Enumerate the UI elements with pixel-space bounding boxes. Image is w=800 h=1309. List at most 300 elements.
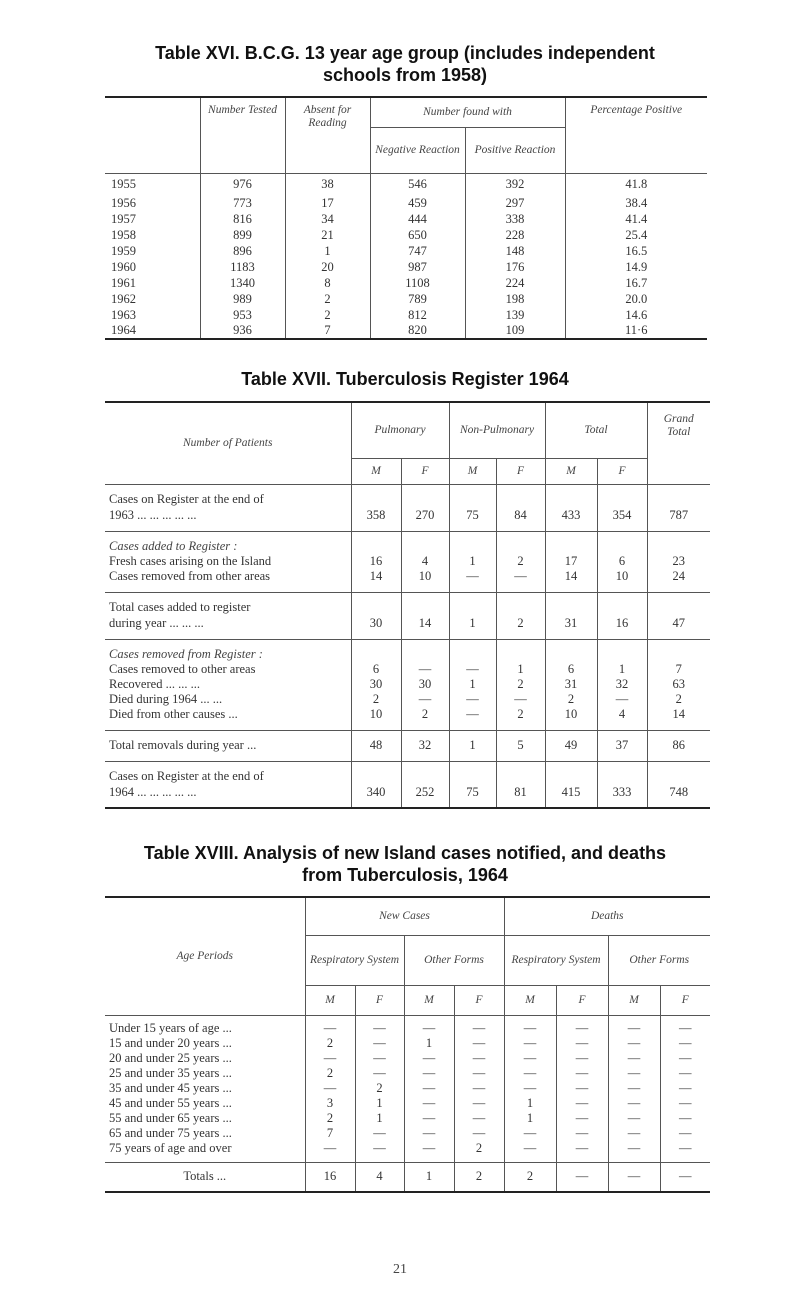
header-new-respiratory: Respiratory System — [305, 935, 404, 985]
cell-nm: 75 — [449, 784, 496, 800]
cell-value: — — [404, 1051, 454, 1066]
table-row — [105, 569, 710, 584]
cell-tm: 2 — [545, 692, 597, 707]
cell-value: — — [404, 1066, 454, 1081]
cell-tm: 415 — [545, 784, 597, 800]
spacer — [449, 600, 496, 615]
cell-value: — — [404, 1096, 454, 1111]
cell-pm: 48 — [351, 738, 401, 753]
spacer — [401, 761, 449, 769]
cell-value: — — [504, 1051, 556, 1066]
cell-positive: 228 — [465, 227, 565, 243]
header-non-pulmonary: Non-Pulmonary — [449, 402, 545, 458]
table18-title-line2: from Tuberculosis, 1964 — [302, 865, 508, 885]
cell-absent: 2 — [285, 291, 370, 307]
cell-value: — — [404, 1021, 454, 1036]
table-row — [105, 677, 710, 692]
cell-tm: 49 — [545, 738, 597, 753]
spacer — [647, 730, 710, 738]
spacer — [545, 730, 597, 738]
cell-tf: 354 — [597, 507, 647, 523]
spacer — [351, 730, 401, 738]
cell-value: — — [355, 1036, 404, 1051]
cell-tf: 1 — [597, 662, 647, 677]
cell-value: — — [608, 1036, 660, 1051]
cell-value: — — [679, 1036, 692, 1050]
cell-pm: 30 — [351, 677, 401, 692]
spacer — [647, 647, 710, 662]
row-label-cont: 1964 ... ... ... ... ... — [105, 784, 351, 800]
cell-value: 2 — [305, 1066, 355, 1081]
table16 — [105, 96, 707, 340]
header-found: Number found with — [370, 97, 565, 127]
cell-nf: 2 — [496, 677, 545, 692]
table-row — [105, 615, 710, 631]
cell-value: 1 — [404, 1036, 454, 1051]
spacer — [545, 523, 597, 531]
table16-title-line1: Table XVI. B.C.G. 13 year age group (includes independent — [155, 43, 655, 63]
spacer — [351, 639, 401, 647]
row-label: Died during 1964 ... ... — [105, 692, 351, 707]
cell-value: — — [679, 1141, 692, 1155]
spacer — [597, 769, 647, 784]
cell-value: — — [556, 1126, 608, 1141]
row-label: 75 years of age and over — [105, 1141, 305, 1156]
cell-pct: 38.4 — [625, 195, 648, 210]
spacer — [401, 592, 449, 600]
section-heading: Cases added to Register : — [105, 539, 351, 554]
cell-negative: 546 — [370, 173, 465, 195]
totals-value: 1 — [404, 1162, 454, 1192]
cell-tested: 816 — [200, 211, 285, 227]
cell-pct: 14.9 — [625, 259, 648, 274]
cell-positive: 224 — [465, 275, 565, 291]
cell-value: — — [679, 1111, 692, 1125]
cell-tf: 10 — [597, 569, 647, 584]
totals-value: — — [608, 1162, 660, 1192]
spacer — [351, 800, 401, 808]
table-row — [105, 173, 707, 195]
table-row — [105, 1066, 710, 1081]
header-total-f: F — [597, 458, 647, 484]
spacer — [545, 539, 597, 554]
cell-negative: 459 — [370, 195, 465, 211]
cell-tm: 17 — [545, 554, 597, 569]
spacer — [351, 769, 401, 784]
row-label: Fresh cases arising on the Island — [105, 554, 351, 569]
cell-pf: 32 — [401, 738, 449, 753]
cell-positive: 148 — [465, 243, 565, 259]
spacer — [401, 531, 449, 539]
cell-value: — — [556, 1036, 608, 1051]
spacer — [496, 531, 545, 539]
cell-gt: 47 — [672, 615, 685, 630]
cell-value: — — [404, 1126, 454, 1141]
cell-negative: 987 — [370, 259, 465, 275]
header-f: F — [454, 985, 504, 1015]
header-f: F — [681, 993, 689, 1006]
cell-value: — — [305, 1021, 355, 1036]
spacer — [545, 761, 597, 769]
cell-tested: 976 — [200, 173, 285, 195]
spacer — [496, 761, 545, 769]
row-label: Cases on Register at the end of — [105, 769, 351, 784]
cell-gt: 748 — [669, 784, 689, 799]
cell-pm: 358 — [351, 507, 401, 523]
cell-gt: 14 — [672, 707, 685, 721]
row-label: 15 and under 20 years ... — [105, 1036, 305, 1051]
spacer — [597, 492, 647, 507]
spacer — [597, 600, 647, 615]
cell-year: 1962 — [105, 291, 200, 307]
cell-tf: 32 — [597, 677, 647, 692]
table18-title-line1: Table XVIII. Analysis of new Island cases notified, and deaths — [143, 843, 667, 863]
table-row — [105, 692, 710, 707]
cell-tf: — — [597, 692, 647, 707]
spacer — [647, 600, 710, 615]
table18-title — [60, 842, 750, 886]
row-label: Died from other causes ... — [105, 707, 351, 722]
spacer — [449, 484, 496, 492]
cell-nf: — — [496, 692, 545, 707]
spacer — [545, 753, 597, 761]
spacer — [647, 722, 710, 730]
spacer — [647, 800, 710, 808]
cell-value: — — [608, 1126, 660, 1141]
spacer — [401, 730, 449, 738]
cell-pf: 252 — [401, 784, 449, 800]
cell-tm: 14 — [545, 569, 597, 584]
spacer — [496, 492, 545, 507]
section-spacer — [105, 800, 351, 808]
cell-tf: 6 — [597, 554, 647, 569]
cell-pct: 25.4 — [625, 227, 648, 242]
table17 — [105, 401, 710, 809]
table-row — [105, 1081, 710, 1096]
spacer — [545, 600, 597, 615]
cell-value: — — [355, 1051, 404, 1066]
cell-nf: 5 — [496, 738, 545, 753]
cell-nf: 2 — [496, 554, 545, 569]
spacer — [449, 722, 496, 730]
spacer — [449, 592, 496, 600]
header-m: M — [305, 985, 355, 1015]
section-spacer — [105, 753, 351, 761]
row-label: 65 and under 75 years ... — [105, 1126, 305, 1141]
spacer — [449, 539, 496, 554]
spacer — [647, 631, 710, 639]
header-negative: Negative Reaction — [370, 127, 465, 173]
cell-value: — — [556, 1021, 608, 1036]
cell-value: 2 — [305, 1111, 355, 1126]
cell-nf: 2 — [496, 615, 545, 631]
spacer — [401, 539, 449, 554]
spacer — [401, 600, 449, 615]
cell-value: — — [608, 1111, 660, 1126]
spacer — [401, 800, 449, 808]
cell-value: — — [504, 1036, 556, 1051]
spacer — [401, 584, 449, 592]
cell-year: 1958 — [105, 227, 200, 243]
table17-title: Table XVII. Tuberculosis Register 1964 — [241, 369, 569, 389]
cell-tested: 936 — [200, 323, 285, 339]
spacer — [496, 647, 545, 662]
row-label: 25 and under 35 years ... — [105, 1066, 305, 1081]
table-row — [105, 195, 707, 211]
cell-year: 1963 — [105, 307, 200, 323]
cell-value: — — [404, 1141, 454, 1156]
table-row — [105, 554, 710, 569]
header-pulmonary-m: M — [351, 458, 401, 484]
spacer — [597, 639, 647, 647]
spacer — [597, 753, 647, 761]
cell-value: — — [504, 1066, 556, 1081]
spacer — [545, 769, 597, 784]
cell-absent: 34 — [285, 211, 370, 227]
cell-value: — — [454, 1081, 504, 1096]
spacer — [449, 639, 496, 647]
cell-tf: 4 — [597, 707, 647, 722]
cell-value: 1 — [355, 1096, 404, 1111]
table-row — [105, 1036, 710, 1051]
cell-nm: — — [449, 692, 496, 707]
header-percentage: Percentage Positive — [590, 104, 683, 116]
cell-absent: 21 — [285, 227, 370, 243]
spacer — [597, 523, 647, 531]
cell-pct: 20.0 — [625, 291, 648, 306]
row-label: Cases on Register at the end of — [105, 492, 351, 507]
spacer — [545, 722, 597, 730]
spacer — [496, 722, 545, 730]
spacer — [496, 631, 545, 639]
cell-tested: 773 — [200, 195, 285, 211]
cell-pf: 14 — [401, 615, 449, 631]
spacer — [351, 600, 401, 615]
spacer — [597, 761, 647, 769]
spacer — [597, 584, 647, 592]
totals-value: 2 — [454, 1162, 504, 1192]
cell-value: — — [454, 1021, 504, 1036]
cell-value: 7 — [305, 1126, 355, 1141]
cell-value: — — [355, 1126, 404, 1141]
header-absent: Absent for Reading — [285, 97, 370, 173]
cell-absent: 20 — [285, 259, 370, 275]
spacer — [647, 539, 710, 554]
cell-year: 1957 — [105, 211, 200, 227]
table-row — [105, 275, 707, 291]
totals-value: — — [679, 1169, 692, 1184]
cell-absent: 8 — [285, 275, 370, 291]
spacer — [449, 523, 496, 531]
cell-nm: 1 — [449, 677, 496, 692]
cell-value: — — [454, 1096, 504, 1111]
section-spacer — [105, 592, 351, 600]
cell-value: 1 — [504, 1096, 556, 1111]
table16-title — [60, 42, 750, 86]
table-row — [105, 211, 707, 227]
cell-nf: 84 — [496, 507, 545, 523]
cell-gt: 63 — [672, 677, 685, 691]
cell-gt: 7 — [675, 662, 682, 676]
cell-value: — — [608, 1051, 660, 1066]
cell-absent: 38 — [285, 173, 370, 195]
table-row — [105, 323, 707, 339]
spacer — [401, 639, 449, 647]
cell-negative: 820 — [370, 323, 465, 339]
header-m: M — [504, 985, 556, 1015]
spacer — [351, 523, 401, 531]
cell-nf: 81 — [496, 784, 545, 800]
spacer — [449, 800, 496, 808]
row-label: Total removals during year ... — [105, 738, 351, 753]
spacer — [351, 592, 401, 600]
cell-pct: 11·6 — [625, 323, 648, 337]
spacer — [449, 631, 496, 639]
spacer — [401, 722, 449, 730]
spacer — [351, 539, 401, 554]
row-label: Under 15 years of age ... — [105, 1021, 305, 1036]
cell-pf: — — [401, 662, 449, 677]
cell-tf: 333 — [597, 784, 647, 800]
cell-pf: 10 — [401, 569, 449, 584]
cell-nm: — — [449, 662, 496, 677]
cell-value: 2 — [305, 1036, 355, 1051]
section-heading: Cases removed from Register : — [105, 647, 351, 662]
cell-nm: 75 — [449, 507, 496, 523]
section-spacer — [105, 484, 351, 492]
spacer — [545, 492, 597, 507]
header-f: F — [556, 985, 608, 1015]
cell-value: — — [556, 1096, 608, 1111]
row-label: 35 and under 45 years ... — [105, 1081, 305, 1096]
table-row — [105, 507, 710, 523]
cell-pf: 30 — [401, 677, 449, 692]
cell-positive: 392 — [465, 173, 565, 195]
cell-pm: 10 — [351, 707, 401, 722]
cell-negative: 812 — [370, 307, 465, 323]
section-spacer — [105, 584, 351, 592]
cell-value: — — [504, 1141, 556, 1156]
section-spacer — [105, 631, 351, 639]
cell-value: — — [556, 1051, 608, 1066]
cell-tm: 6 — [545, 662, 597, 677]
cell-year: 1960 — [105, 259, 200, 275]
spacer — [545, 639, 597, 647]
cell-tf: 16 — [597, 615, 647, 631]
header-m: M — [404, 985, 454, 1015]
cell-pf: — — [401, 692, 449, 707]
totals-value: 16 — [305, 1162, 355, 1192]
cell-tm: 31 — [545, 677, 597, 692]
row-label: Recovered ... ... ... — [105, 677, 351, 692]
cell-value: — — [608, 1021, 660, 1036]
table18 — [105, 896, 710, 1193]
spacer — [647, 523, 710, 531]
cell-positive: 297 — [465, 195, 565, 211]
cell-value: — — [556, 1141, 608, 1156]
spacer — [401, 769, 449, 784]
spacer — [351, 531, 401, 539]
cell-value: 2 — [355, 1081, 404, 1096]
cell-nm: — — [449, 707, 496, 722]
table-row — [105, 662, 710, 677]
totals-row — [105, 1162, 710, 1192]
cell-value: — — [608, 1081, 660, 1096]
cell-pm: 14 — [351, 569, 401, 584]
table-row — [105, 227, 707, 243]
cell-value: 1 — [504, 1111, 556, 1126]
page-number: 21 — [393, 1262, 407, 1277]
cell-value: — — [305, 1051, 355, 1066]
spacer — [449, 730, 496, 738]
spacer — [351, 753, 401, 761]
spacer — [597, 722, 647, 730]
header-nonpulm-f: F — [496, 458, 545, 484]
header-total: Total — [545, 402, 647, 458]
spacer — [647, 531, 710, 539]
cell-pm: 6 — [351, 662, 401, 677]
spacer — [647, 769, 710, 784]
table-row — [105, 1126, 710, 1141]
table-row — [105, 243, 707, 259]
cell-positive: 139 — [465, 307, 565, 323]
cell-nf: — — [496, 569, 545, 584]
table-row — [105, 1051, 710, 1066]
spacer — [597, 592, 647, 600]
cell-value: — — [504, 1081, 556, 1096]
cell-value: — — [608, 1066, 660, 1081]
cell-value: 2 — [454, 1141, 504, 1156]
cell-nm: 1 — [449, 554, 496, 569]
cell-negative: 1108 — [370, 275, 465, 291]
cell-value: — — [608, 1141, 660, 1156]
cell-value: — — [454, 1036, 504, 1051]
cell-gt: 2 — [675, 692, 682, 706]
cell-tm: 31 — [545, 615, 597, 631]
cell-pct: 14.6 — [625, 307, 648, 322]
cell-positive: 198 — [465, 291, 565, 307]
cell-tested: 1183 — [200, 259, 285, 275]
header-age: Age Periods — [105, 897, 305, 1015]
spacer — [496, 523, 545, 531]
table-row — [105, 1096, 710, 1111]
cell-pct: 16.5 — [625, 243, 648, 258]
spacer — [496, 484, 545, 492]
cell-pct: 16.7 — [625, 275, 648, 290]
spacer — [597, 631, 647, 639]
cell-gt: 86 — [672, 738, 685, 752]
spacer — [647, 592, 710, 600]
cell-value: — — [404, 1081, 454, 1096]
spacer — [647, 753, 710, 761]
cell-value: — — [404, 1111, 454, 1126]
spacer — [449, 753, 496, 761]
spacer — [647, 761, 710, 769]
table-row — [105, 307, 707, 323]
spacer — [449, 492, 496, 507]
cell-value: — — [679, 1126, 692, 1140]
header-nonpulm-m: M — [449, 458, 496, 484]
cell-value: — — [355, 1141, 404, 1156]
spacer — [597, 484, 647, 492]
cell-value: — — [355, 1021, 404, 1036]
cell-value: — — [305, 1141, 355, 1156]
cell-value: — — [556, 1066, 608, 1081]
spacer — [647, 584, 710, 592]
spacer — [496, 800, 545, 808]
cell-year: 1959 — [105, 243, 200, 259]
row-label: 45 and under 55 years ... — [105, 1096, 305, 1111]
